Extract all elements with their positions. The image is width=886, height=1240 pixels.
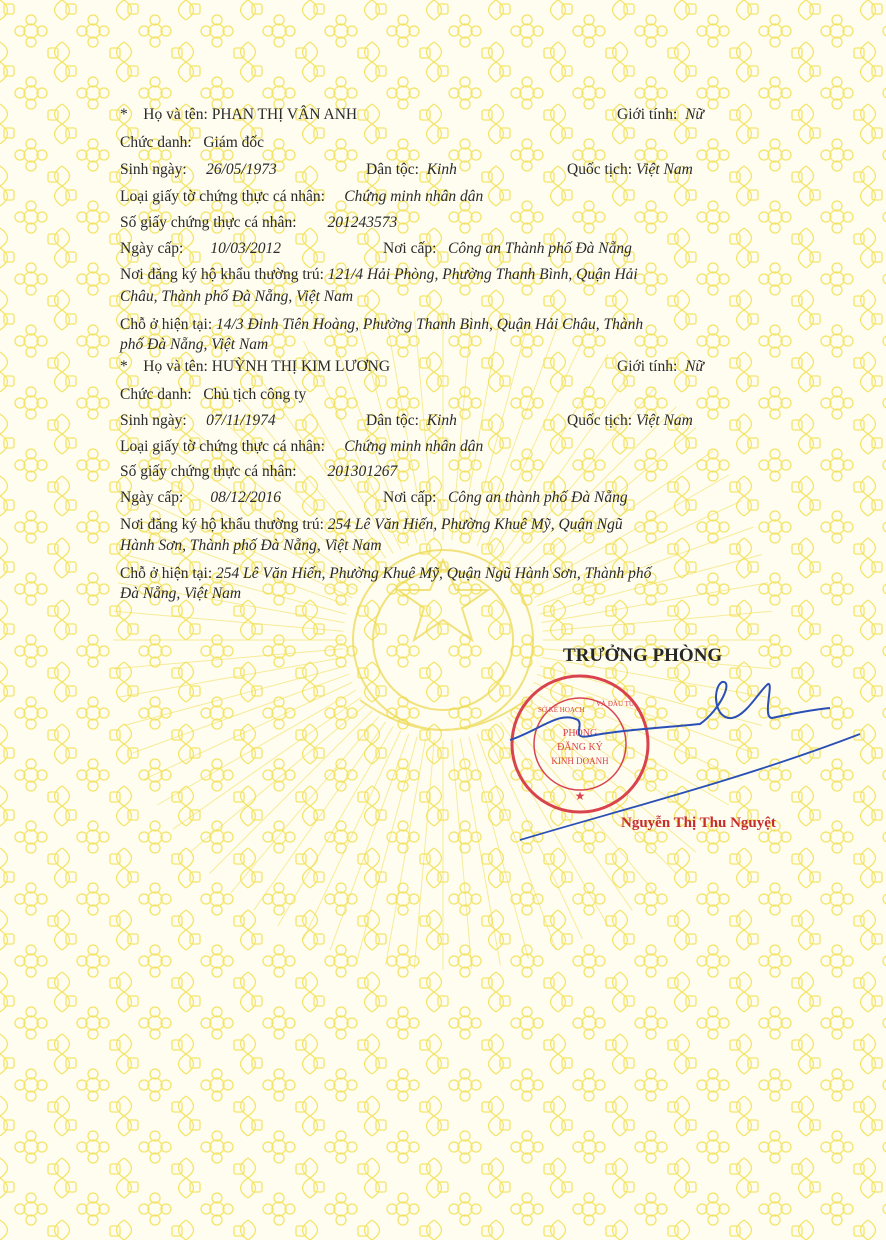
ethnic-label: Dân tộc: — [366, 412, 419, 429]
title-label: Chức danh: — [120, 134, 192, 151]
gender-label: Giới tính: — [617, 106, 678, 123]
svg-text:SỞ KẾ HOẠCH: SỞ KẾ HOẠCH — [538, 706, 585, 714]
gender-label: Giới tính: — [617, 358, 678, 375]
name-label: Họ và tên: — [143, 358, 208, 375]
person-name: HUỲNH THỊ KIM LƯƠNG — [211, 358, 391, 375]
person-name: PHAN THỊ VÂN ANH — [211, 106, 358, 123]
ethnic-field — [366, 161, 457, 179]
svg-text:PHÒNG: PHÒNG — [562, 728, 598, 739]
signature-title: TRƯỞNG PHÒNG — [563, 645, 723, 666]
issue-place-label: Nơi cấp: — [383, 489, 437, 506]
idtype-value: Chứng minh nhân dân — [344, 438, 484, 455]
dob-value: 07/11/1974 — [206, 412, 276, 429]
dob-label: Sinh ngày: — [120, 161, 187, 178]
issue-place-value: Công an Thành phố Đà Nẵng — [448, 240, 632, 257]
issue-date-field — [120, 240, 281, 258]
dob-field — [120, 412, 276, 430]
ethnic-value: Kinh — [426, 412, 457, 429]
issue-date-value: 08/12/2016 — [210, 489, 282, 506]
signer-name: Nguyễn Thị Thu Nguyệt — [621, 815, 776, 831]
nationality-value: Việt Nam — [635, 412, 693, 429]
idnum-field — [120, 214, 397, 232]
current-address-line-1 — [120, 565, 651, 583]
dob-value: 26/05/1973 — [206, 161, 277, 178]
issue-date-label: Ngày cấp: — [120, 489, 184, 506]
permanent-address-line-1 — [120, 516, 623, 534]
title-label: Chức danh: — [120, 386, 192, 403]
person-2-name-line — [120, 358, 390, 376]
gender-field — [617, 106, 704, 124]
idtype-label: Loại giấy tờ chứng thực cá nhân: — [120, 438, 325, 455]
permanent-address-label: Nơi đăng ký hộ khẩu thường trú: — [120, 266, 324, 283]
issue-date-label: Ngày cấp: — [120, 240, 184, 257]
title-field — [120, 134, 264, 152]
permanent-address-line-2: Châu, Thành phố Đà Nẵng, Việt Nam — [120, 288, 354, 305]
nationality-field — [567, 412, 693, 430]
permanent-address-line-2: Hành Sơn, Thành phố Đà Nẵng, Việt Nam — [120, 537, 382, 554]
nationality-label: Quốc tịch: — [567, 412, 632, 429]
idtype-value: Chứng minh nhân dân — [344, 188, 484, 205]
nationality-value: Việt Nam — [635, 161, 693, 178]
idnum-field — [120, 463, 397, 481]
person-1-name-line — [120, 106, 357, 124]
idtype-field — [120, 438, 483, 456]
idnum-value: 201243573 — [327, 214, 398, 231]
dob-field — [120, 161, 277, 179]
title-value: Chủ tịch công ty — [203, 386, 307, 403]
current-address-value: 14/3 Đinh Tiên Hoàng, Phường Thanh Bình, Quận Hải Châu, Thành — [216, 316, 644, 333]
permanent-address-line-1 — [120, 266, 638, 284]
ethnic-field — [366, 412, 457, 430]
gender-value: Nữ — [685, 358, 704, 375]
ethnic-label: Dân tộc: — [366, 161, 419, 178]
issue-place-label: Nơi cấp: — [383, 240, 437, 257]
idnum-value: 201301267 — [327, 463, 398, 480]
nationality-field — [567, 161, 693, 179]
issue-place-field — [383, 240, 632, 258]
current-address-line-2: phố Đà Nẵng, Việt Nam — [120, 336, 269, 353]
dob-label: Sinh ngày: — [120, 412, 187, 429]
idnum-label: Số giấy chứng thực cá nhân: — [120, 463, 297, 480]
permanent-address-value: 121/4 Hải Phòng, Phường Thanh Bình, Quận Hải — [327, 266, 638, 283]
idtype-label: Loại giấy tờ chứng thực cá nhân: — [120, 188, 325, 205]
bullet: * — [120, 106, 128, 123]
svg-text:KINH DOANH: KINH DOANH — [551, 756, 609, 766]
nationality-label: Quốc tịch: — [567, 161, 632, 178]
gender-value: Nữ — [685, 106, 704, 123]
current-address-label: Chỗ ở hiện tại: — [120, 565, 213, 582]
idtype-field — [120, 188, 483, 206]
current-address-line-1 — [120, 316, 643, 334]
title-value: Giám đốc — [203, 134, 265, 151]
svg-text:★: ★ — [574, 789, 586, 803]
issue-place-field — [383, 489, 628, 507]
current-address-value: 254 Lê Văn Hiến, Phường Khuê Mỹ, Quận Ngũ Hành Sơn, Thành phố — [216, 565, 652, 582]
idnum-label: Số giấy chứng thực cá nhân: — [120, 214, 297, 231]
issue-place-value: Công an thành phố Đà Nẵng — [448, 489, 628, 506]
issue-date-value: 10/03/2012 — [210, 240, 282, 257]
name-label: Họ và tên: — [143, 106, 208, 123]
title-field — [120, 386, 306, 404]
svg-text:VÀ ĐẦU TƯ: VÀ ĐẦU TƯ — [596, 700, 635, 708]
gender-field — [617, 358, 704, 376]
bullet: * — [120, 358, 128, 375]
ethnic-value: Kinh — [426, 161, 457, 178]
issue-date-field — [120, 489, 281, 507]
permanent-address-label: Nơi đăng ký hộ khẩu thường trú: — [120, 516, 324, 533]
current-address-line-2: Đà Nẵng, Việt Nam — [120, 585, 242, 602]
current-address-label: Chỗ ở hiện tại: — [120, 316, 213, 333]
svg-text:ĐĂNG KÝ: ĐĂNG KÝ — [557, 742, 603, 753]
permanent-address-value: 254 Lê Văn Hiến, Phường Khuê Mỹ, Quận Ngũ — [327, 516, 623, 533]
